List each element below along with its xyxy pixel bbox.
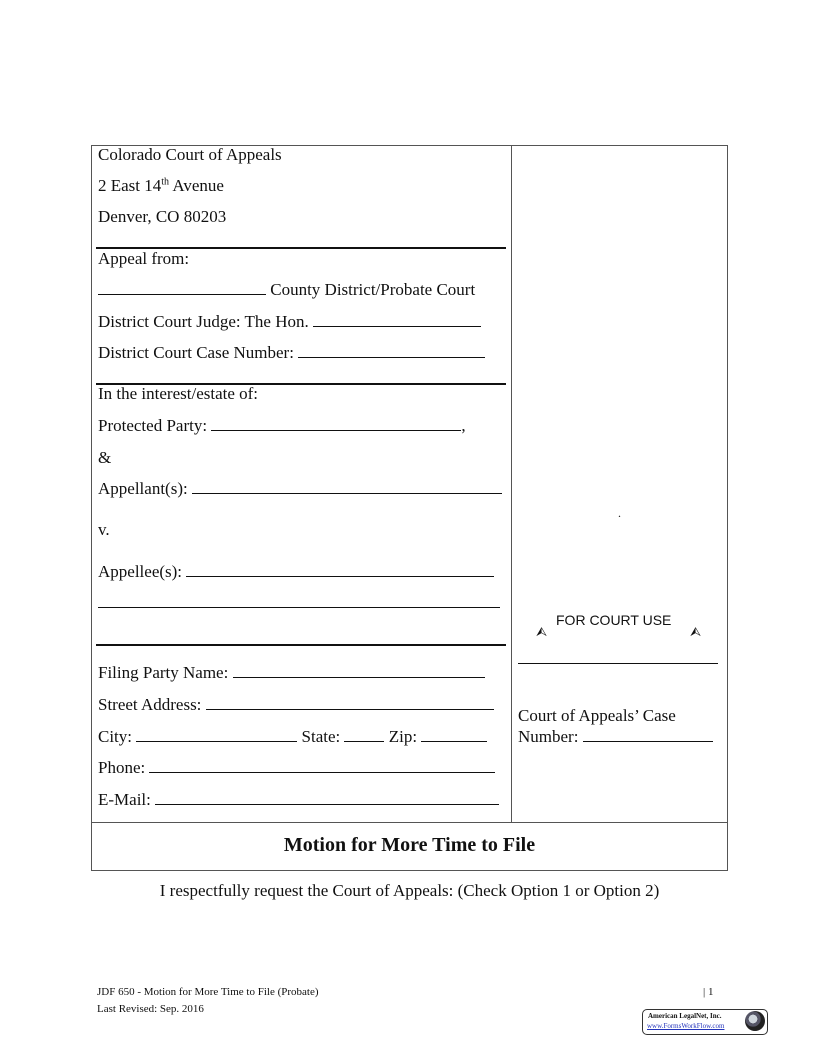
caption-column-divider: [511, 145, 512, 823]
judge-label: District Court Judge: The Hon.: [98, 312, 313, 331]
appellee-continued-blank[interactable]: [98, 593, 500, 608]
title-row-divider: [91, 822, 728, 823]
email-blank[interactable]: [155, 790, 499, 805]
street-label: Street Address:: [98, 695, 206, 714]
up-arrow-icon: ⮙: [536, 624, 548, 639]
district-case-blank[interactable]: [298, 343, 485, 358]
protected-party-line: [98, 416, 466, 436]
city-label: City:: [98, 727, 137, 746]
city-blank[interactable]: [136, 727, 297, 742]
court-address: [98, 176, 224, 196]
appellant-label: Appellant(s):: [98, 479, 192, 498]
request-text: I respectfully request the Court of Appeals: (Check Option 1 or Option 2): [159, 881, 660, 900]
phone-label: Phone:: [98, 758, 150, 777]
appellee-blank[interactable]: [186, 562, 494, 577]
state-blank[interactable]: [344, 727, 384, 742]
address-number: 2 East 14: [98, 176, 162, 195]
globe-icon: [745, 1011, 765, 1031]
zip-blank[interactable]: [421, 727, 487, 742]
filing-name-label: Filing Party Name:: [98, 663, 233, 682]
appellant-line: [98, 479, 502, 499]
court-use-label: FOR COURT USE: [556, 612, 672, 628]
filing-name-line: [98, 663, 485, 683]
up-arrow-icon: ⮙: [690, 624, 702, 639]
appeals-case-number-blank[interactable]: [583, 727, 713, 742]
logo-name: American LegalNet, Inc.: [648, 1012, 722, 1020]
protected-party-label: Protected Party:: [98, 416, 212, 435]
vendor-logo: [642, 1009, 768, 1035]
appeals-case-number-label: Number:: [518, 727, 583, 746]
section-rule: [96, 644, 506, 646]
protected-party-comma: ,: [461, 416, 466, 435]
filing-name-blank[interactable]: [233, 663, 485, 678]
email-line: [98, 790, 499, 810]
interest-label: In the interest/estate of:: [98, 384, 259, 403]
page-number: | 1: [703, 986, 714, 998]
footer-form-id: JDF 650 - Motion for More Time to File (Probate): [97, 986, 319, 998]
street-line: [98, 695, 494, 715]
appellee-line: [98, 562, 494, 582]
appellee-label: Appellee(s):: [98, 562, 187, 581]
district-case-line: [98, 343, 485, 363]
city-state-zip-line: [98, 727, 487, 747]
address-ordinal: th: [161, 176, 170, 188]
district-case-label: District Court Case Number:: [98, 343, 299, 362]
judge-blank[interactable]: [313, 312, 481, 327]
county-court-line: [98, 280, 475, 300]
ampersand: &: [98, 448, 112, 467]
document-title: Motion for More Time to File: [283, 834, 536, 856]
street-blank[interactable]: [206, 695, 494, 710]
court-use-dot: .: [618, 506, 621, 520]
protected-party-blank[interactable]: [211, 416, 461, 431]
court-name: Colorado Court of Appeals: [98, 145, 282, 164]
appeals-case-label: Court of Appeals’ Case: [518, 706, 676, 725]
court-city: Denver, CO 80203: [98, 207, 227, 226]
appeal-from-label: Appeal from:: [98, 249, 190, 268]
address-street: Avenue: [169, 176, 224, 195]
appellant-blank[interactable]: [192, 479, 502, 494]
zip-label: Zip:: [384, 727, 422, 746]
county-blank[interactable]: [98, 280, 266, 295]
phone-blank[interactable]: [149, 758, 495, 773]
court-use-rule: [518, 663, 718, 664]
appeals-case-number-line: [518, 727, 713, 747]
appellee-continued-line: [98, 593, 500, 613]
logo-url[interactable]: www.FormsWorkFlow.com: [647, 1022, 725, 1030]
state-label: State:: [297, 727, 345, 746]
email-label: E-Mail:: [98, 790, 156, 809]
footer-revised: Last Revised: Sep. 2016: [97, 1003, 204, 1015]
county-court-suffix: County District/Probate Court: [266, 280, 476, 299]
judge-line: [98, 312, 481, 332]
versus: v.: [98, 520, 110, 539]
phone-line: [98, 758, 495, 778]
